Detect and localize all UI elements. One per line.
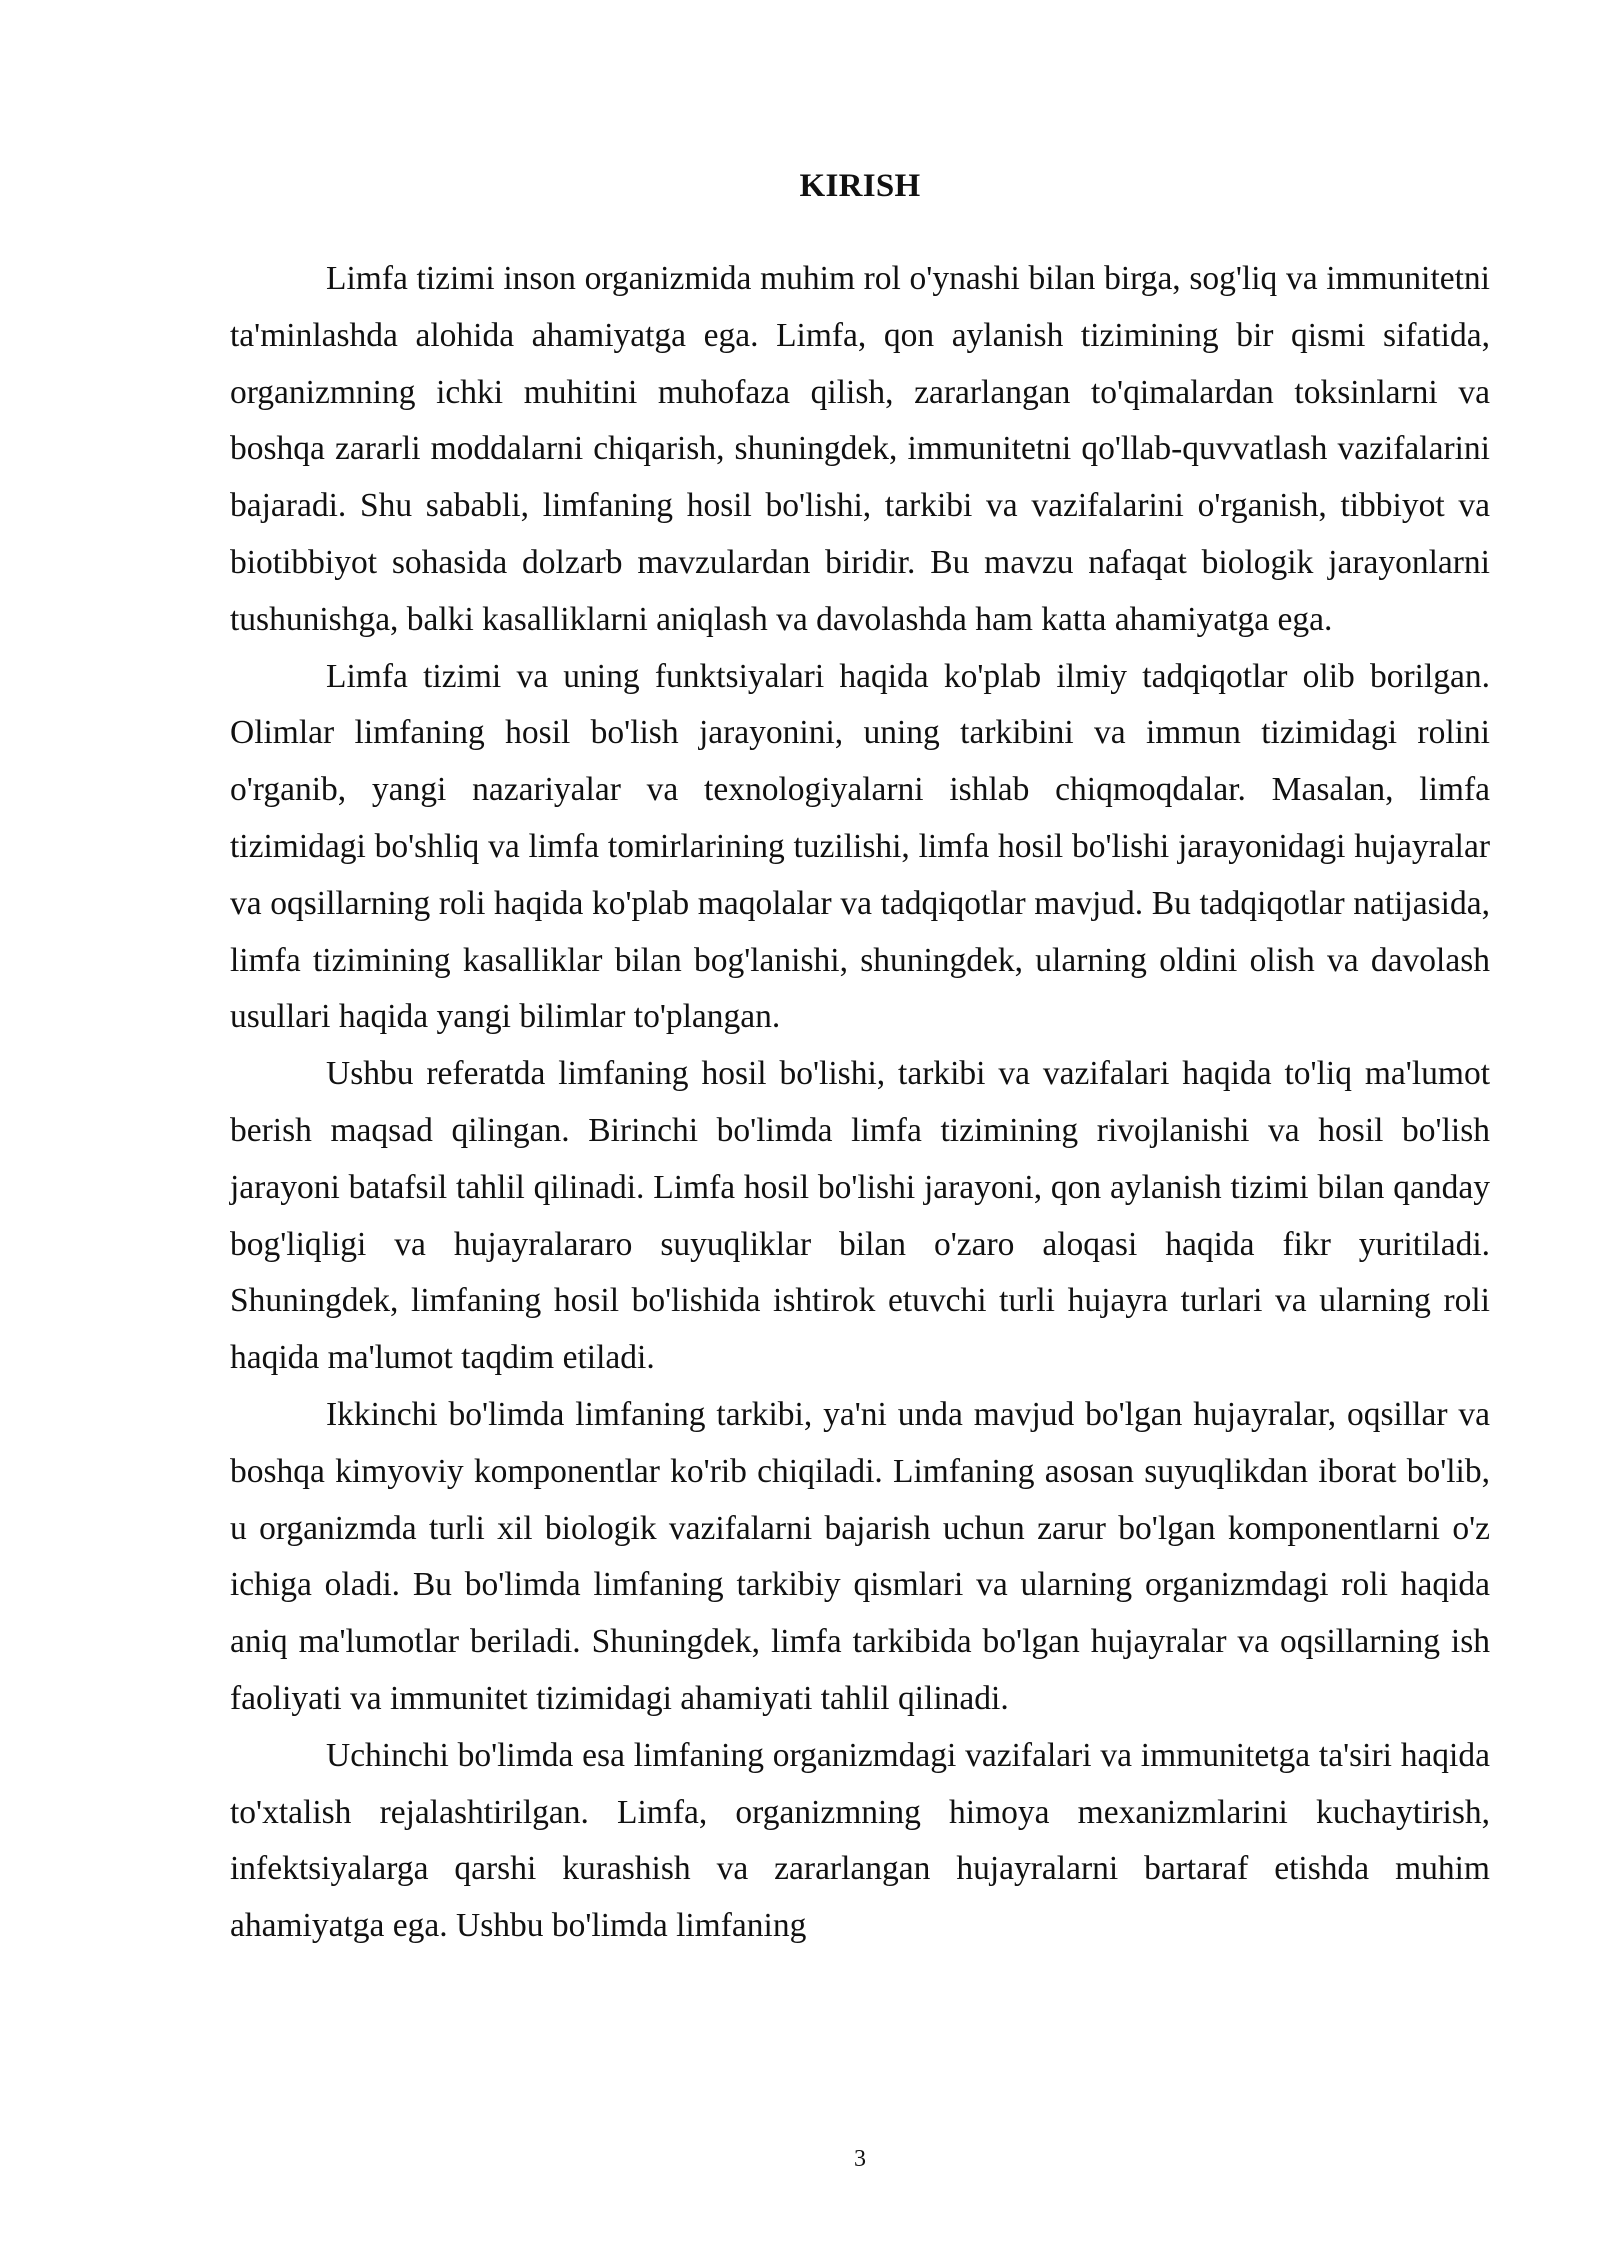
- section-heading: KIRISH: [799, 168, 921, 204]
- page-number: 3: [854, 2146, 866, 2172]
- paragraph-4: Ikkinchi bo'limda limfaning tarkibi, ya'ni unda mavjud bo'lgan hujayralar, oqsillar va boshqa kimyoviy komponentlar ko'rib chiqiladi. Limfaning asosan suyuqlikdan iborat bo'lib, u organizmda turli xil biologik vazifalarni bajarish uchun zarur bo'lgan komponentlarni o'z ichiga oladi. Bu bo'limda limfaning tarkibiy qismlari va ularning organizmdagi roli haqida aniq ma'lumotlar beriladi. Shuningdek, limfa tarkibida bo'lgan hujayralar va oqsillarning ish faoliyati va immunitet tizimidagi ahamiyati tahlil qilinadi.: [230, 1395, 1490, 1717]
- paragraph-5: Uchinchi bo'limda esa limfaning organizmdagi vazifalari va immunitetga ta'siri haqida to'xtalish rejalashtirilgan. Limfa, organizmning himoya mexanizmlarini kuchaytirish, infektsiyalarga qarshi kurashish va zararlangan hujayralarni bartaraf etishda muhim ahamiyatga ega. Ushbu bo'limda limfaning: [230, 1736, 1490, 1945]
- paragraph-1: Limfa tizimi inson organizmida muhim rol o'ynashi bilan birga, sog'liq va immunitetni ta'minlashda alohida ahamiyatga ega. Limfa, qon aylanish tizimining bir qismi sifatida, organizmning ichki muhitini muhofaza qilish, zararlangan to'qimalardan toksinlarni va boshqa zararli moddalarni chiqarish, shuningdek, immunitetni qo'llab-quvvatlash vazifalarini bajaradi. Shu sababli, limfaning hosil bo'lishi, tarkibi va vazifalarini o'rganish, tibbiyot va biotibbiyot sohasida dolzarb mavzulardan biridir. Bu mavzu nafaqat biologik jarayonlarni tushunishga, balki kasalliklarni aniqlash va davolashda ham katta ahamiyatga ega.: [230, 260, 1490, 638]
- paragraph-3: Ushbu referatda limfaning hosil bo'lishi, tarkibi va vazifalari haqida to'liq ma'lumot berish maqsad qilingan. Birinchi bo'limda limfa tizimining rivojlanishi va hosil bo'lish jarayoni batafsil tahlil qilinadi. Limfa hosil bo'lishi jarayoni, qon aylanish tizimi bilan qanday bog'liqligi va hujayralararo suyuqliklar bilan o'zaro aloqasi haqida fikr yuritiladi. Shuningdek, limfaning hosil bo'lishida ishtirok etuvchi turli hujayra turlari va ularning roli haqida ma'lumot taqdim etiladi.: [230, 1055, 1490, 1377]
- body-text: [230, 251, 1490, 1955]
- paragraph-2: Limfa tizimi va uning funktsiyalari haqida ko'plab ilmiy tadqiqotlar olib borilgan. Olimlar limfaning hosil bo'lish jarayonini, uning tarkibini va immun tizimidagi rolini o'rganib, yangi nazariyalar va texnologiyalarni ishlab chiqmoqdalar. Masalan, limfa tizimidagi bo'shliq va limfa tomirlarining tuzilishi, limfa hosil bo'lishi jarayonidagi hujayralar va oqsillarning roli haqida ko'plab maqolalar va tadqiqotlar mavjud. Bu tadqiqotlar natijasida, limfa tizimining kasalliklar bilan bog'lanishi, shuningdek, ularning oldini olish va davolash usullari haqida yangi bilimlar to'plangan.: [230, 657, 1490, 1036]
